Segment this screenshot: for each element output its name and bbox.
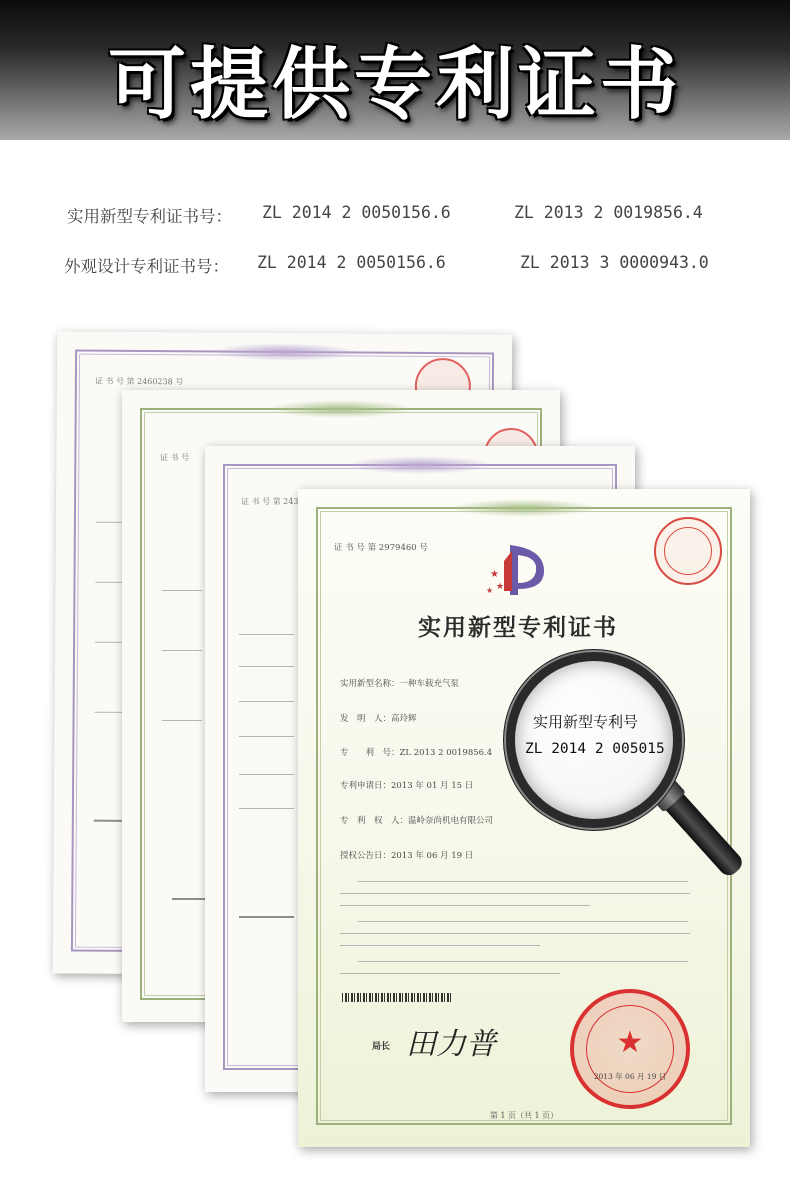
text-line (340, 973, 560, 974)
ornament-icon (345, 456, 495, 474)
text-line (340, 905, 590, 906)
magnified-label: 实用新型专利号 (533, 713, 639, 731)
text-line (358, 881, 688, 882)
text-line (340, 933, 690, 934)
text-line (162, 590, 202, 591)
utility-name-field: 实用新型名称：一种车载充气泵 (340, 679, 460, 689)
utility-patent-label: 实用新型专利证书号： (67, 207, 232, 226)
text-line (239, 701, 294, 702)
svg-text:★: ★ (496, 582, 505, 592)
banner-title: 可提供专利证书 (107, 40, 682, 130)
barcode-icon (94, 820, 124, 822)
barcode-icon (239, 916, 294, 918)
svg-text:★: ★ (486, 586, 494, 595)
text-line (358, 921, 688, 922)
certificate-number: 证 书 号 第 243 (241, 497, 299, 506)
utility-patent-no-1: ZL 2014 2 0050156.6 (262, 203, 451, 222)
text-line (162, 650, 202, 651)
grant-date-field: 授权公告日：2013 年 06 月 19 日 (340, 851, 474, 861)
text-line (239, 774, 294, 775)
director-signature: 田力普 (406, 1027, 496, 1062)
text-line (358, 961, 688, 962)
seal-icon (654, 517, 722, 585)
design-patent-no-2: ZL 2013 3 0000943.0 (520, 253, 709, 272)
patent-office-logo-icon (484, 541, 554, 599)
inventor-field: 发 明 人：高玲辉 (340, 714, 417, 724)
header-banner (0, 0, 790, 140)
utility-patent-numbers (0, 203, 790, 227)
ornament-icon (449, 499, 599, 517)
seal-date: 2013 年 06 月 19 日 (593, 1072, 667, 1081)
text-line (239, 736, 294, 737)
svg-text:★: ★ (490, 569, 499, 580)
design-patent-no-1: ZL 2014 2 0050156.6 (257, 253, 446, 272)
ornament-icon (266, 400, 416, 418)
text-line (239, 808, 294, 809)
text-line (340, 893, 690, 894)
text-line (162, 720, 202, 721)
director-label: 局长 (372, 1042, 391, 1052)
design-patent-numbers (0, 253, 790, 277)
patent-holder-field: 专 利 权 人：温岭奈尚机电有限公司 (340, 816, 494, 826)
utility-patent-no-2: ZL 2013 2 0019856.4 (514, 203, 703, 222)
text-line (340, 945, 540, 946)
patent-no-field: 专 利 号：ZL 2013 2 0019856.4 (340, 748, 493, 758)
text-line (239, 666, 294, 667)
ornament-icon (210, 342, 360, 361)
certificate-number: 证 书 号 第 2979460 号 (334, 543, 428, 553)
page-number: 第 1 页（共 1 页） (489, 1111, 559, 1120)
magnifier-lens (506, 652, 682, 828)
certificate-number: 证 书 号 第 2460238 号 (94, 376, 184, 387)
certificate-title: 实用新型专利证书 (418, 614, 618, 641)
certificate-number: 证 书 号 (160, 453, 190, 462)
text-line (239, 634, 294, 635)
design-patent-label: 外观设计专利证书号： (64, 257, 229, 276)
official-seal-icon: ★ 2013 年 06 月 19 日 (570, 989, 690, 1109)
filing-date-field: 专利申请日：2013 年 01 月 15 日 (340, 781, 474, 791)
barcode-icon (342, 993, 452, 1002)
magnified-number: ZL 2014 2 005015 (525, 741, 665, 757)
